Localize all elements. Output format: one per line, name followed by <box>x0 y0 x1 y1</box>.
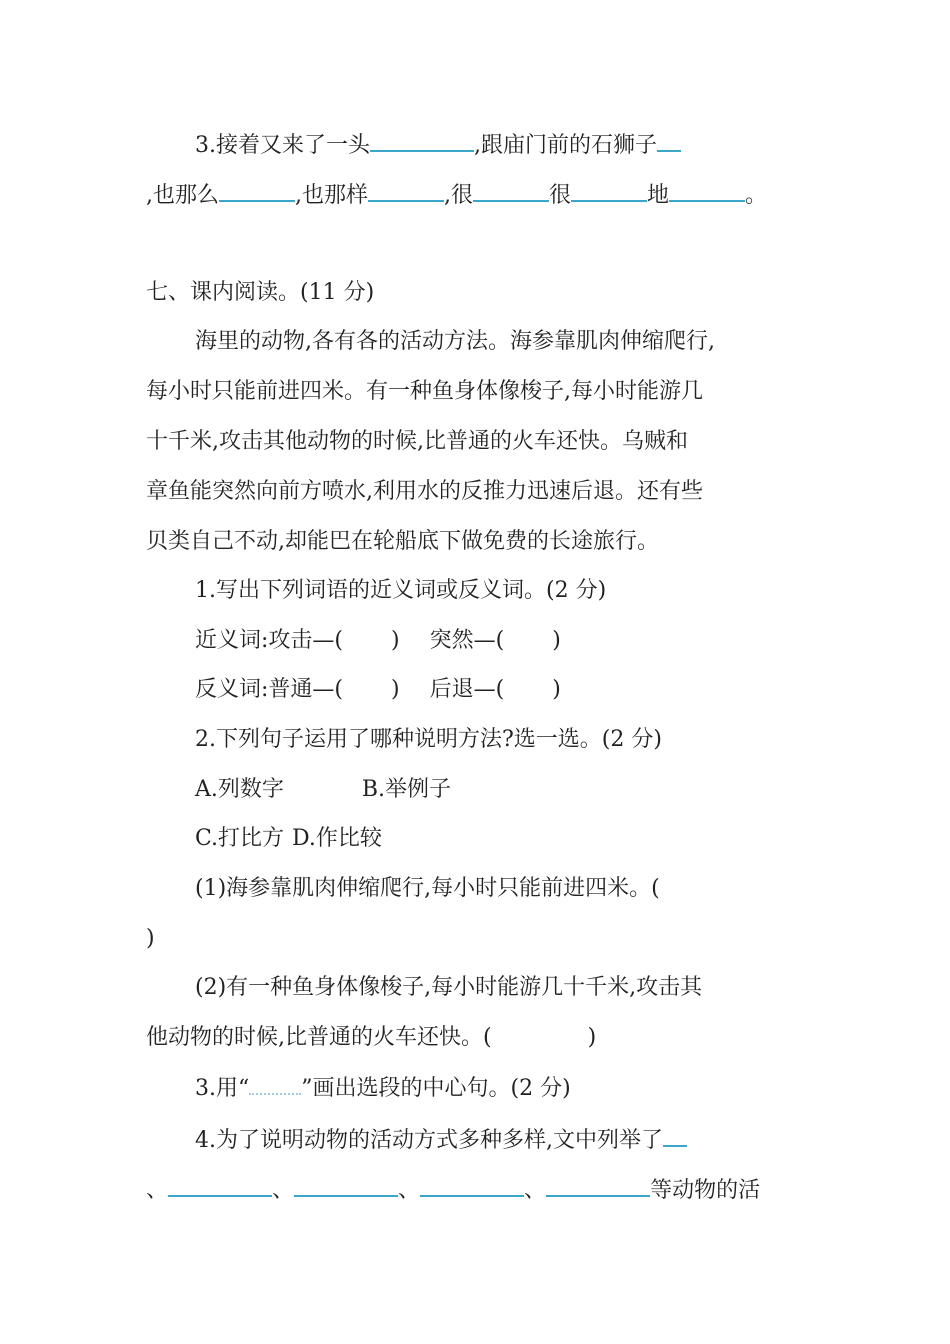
answer-blank[interactable] <box>657 128 681 152</box>
question-text: 3.用“ <box>195 1076 250 1101</box>
fill-in-question-3-line2 <box>146 178 767 211</box>
question-text: 等动物的活 <box>650 1178 761 1203</box>
question-text: ,跟庙门前的石狮子 <box>474 133 657 158</box>
answer-blank[interactable] <box>168 1173 272 1197</box>
question-2-title: 2.下列句子运用了哪种说明方法?选一选。(2 分) <box>195 727 662 752</box>
answer-blank[interactable] <box>294 1173 398 1197</box>
question-text: 3.接着又来了一头 <box>195 133 370 158</box>
question-text: 地 <box>647 183 670 208</box>
answer-blank[interactable] <box>669 178 745 202</box>
answer-blank[interactable] <box>663 1123 687 1147</box>
paren-close: ) <box>391 628 400 653</box>
passage-line: 章鱼能突然向前方喷水,利用水的反推力迅速后退。还有些 <box>146 479 703 504</box>
answer-blank[interactable] <box>571 178 647 202</box>
question-text: 。 <box>745 183 768 208</box>
passage-line: 贝类自己不动,却能巴在轮船底下做免费的长途旅行。 <box>146 529 659 554</box>
separator: 、 <box>146 1178 169 1203</box>
answer-blank[interactable] <box>473 178 549 202</box>
passage-line: 十千米,攻击其他动物的时候,比普通的火车还快。乌贼和 <box>146 429 688 454</box>
antonym-word: 后退—( <box>429 677 505 702</box>
wavy-underline-sample <box>249 1073 301 1095</box>
paren-close: ) <box>587 1025 597 1050</box>
answer-blank[interactable] <box>219 178 295 202</box>
question-text: 他动物的时候,比普通的火车还快。( <box>146 1025 492 1050</box>
answer-blank[interactable] <box>370 128 474 152</box>
section-heading: 七、课内阅读。(11 分) <box>146 280 375 305</box>
option-a[interactable]: A.列数字 <box>195 777 284 802</box>
options-row-2 <box>195 824 382 854</box>
question-text: ,很 <box>444 183 473 208</box>
option-b[interactable]: B.举例子 <box>361 777 452 802</box>
antonym-label: 反义词:普通—( <box>195 677 343 702</box>
question-2-item-2: (2)有一种鱼身体像梭子,每小时能游几十千米,攻击其 <box>195 975 703 1000</box>
question-text: ,也那么 <box>146 183 219 208</box>
question-2-item-1: (1)海参靠肌肉伸缩爬行,每小时只能前进四米。( <box>195 876 660 901</box>
answer-blank[interactable] <box>546 1173 650 1197</box>
answer-blank[interactable] <box>368 178 444 202</box>
synonym-label: 近义词:攻击—( <box>195 628 343 653</box>
question-4-line2 <box>146 1173 760 1206</box>
synonym-word: 突然—( <box>429 628 505 653</box>
separator: 、 <box>398 1178 421 1203</box>
question-text: ,也那样 <box>295 183 368 208</box>
question-2-item-2-line2 <box>146 1023 596 1053</box>
option-d[interactable]: D.作比较 <box>292 826 382 851</box>
synonym-row <box>195 626 561 656</box>
paren-close: ) <box>552 628 561 653</box>
separator: 、 <box>272 1178 295 1203</box>
passage-line: 每小时只能前进四米。有一种鱼身体像梭子,每小时能游几 <box>146 379 703 404</box>
paren-close: ) <box>391 677 400 702</box>
separator: 、 <box>524 1178 547 1203</box>
question-2-item-1-close[interactable]: ) <box>146 926 155 951</box>
passage-line: 海里的动物,各有各的活动方法。海参靠肌肉伸缩爬行, <box>195 329 715 354</box>
answer-blank[interactable] <box>420 1173 524 1197</box>
question-text: ”画出选段的中心句。(2 分) <box>301 1076 571 1101</box>
options-row-1 <box>195 775 451 805</box>
antonym-row <box>195 675 561 705</box>
question-text: 很 <box>549 183 572 208</box>
paren-close: ) <box>552 677 561 702</box>
question-3 <box>195 1073 571 1104</box>
fill-in-question-3-line1 <box>195 128 681 161</box>
question-text: 4.为了说明动物的活动方式多种多样,文中列举了 <box>195 1128 663 1153</box>
question-1-title: 1.写出下列词语的近义词或反义词。(2 分) <box>195 578 607 603</box>
option-c[interactable]: C.打比方 <box>195 826 285 851</box>
question-4-line1 <box>195 1123 687 1156</box>
